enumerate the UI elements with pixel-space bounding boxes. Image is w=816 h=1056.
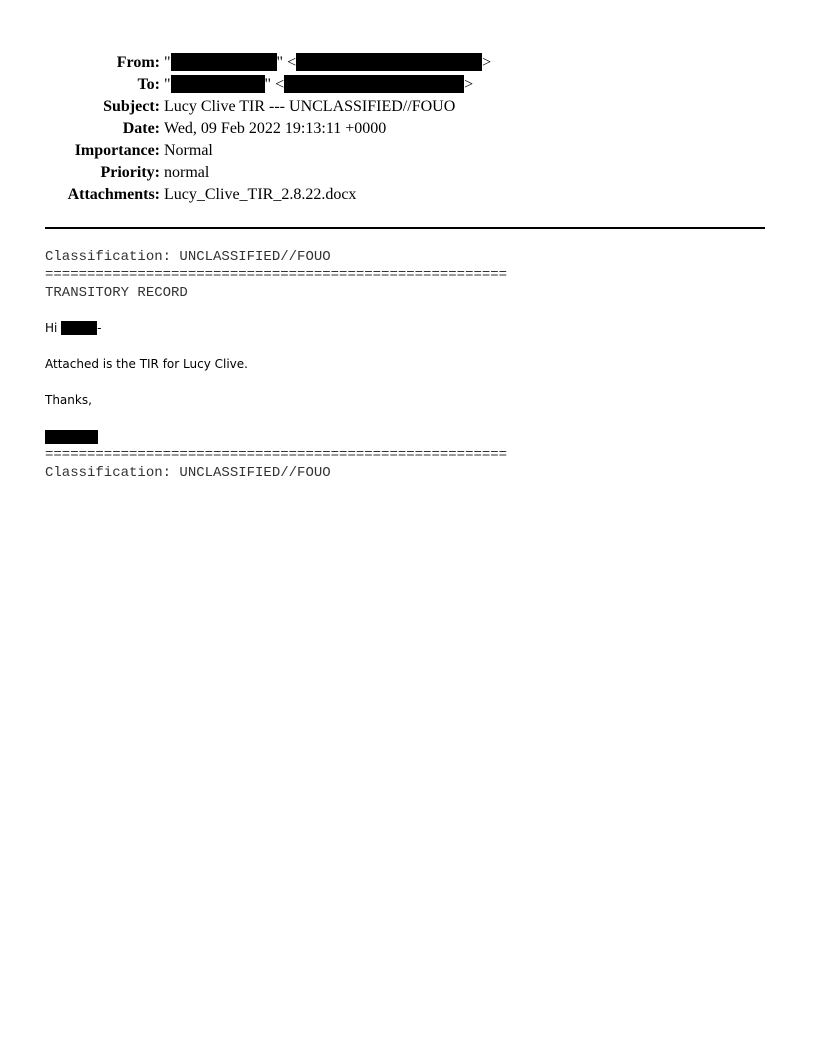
- greeting-prefix: Hi: [45, 321, 62, 335]
- subject-row: [0, 96, 816, 118]
- from-row: [0, 52, 816, 74]
- from-quote-open: ": [164, 54, 171, 71]
- separator-top: =======================================================: [45, 267, 508, 283]
- attachments-value: Lucy_Clive_TIR_2.8.22.docx: [164, 186, 357, 203]
- redacted-signature: [45, 430, 98, 444]
- greeting-suffix: -: [97, 321, 102, 335]
- redacted-recipient: [61, 321, 97, 335]
- to-angle-close: >: [464, 76, 474, 93]
- separator-bottom: =======================================================: [45, 447, 508, 463]
- to-quote-close: " <: [264, 76, 285, 93]
- importance-value: Normal: [164, 142, 213, 159]
- attachments-row: [0, 184, 816, 206]
- to-row: [0, 74, 816, 96]
- classification-top: Classification: UNCLASSIFIED//FOUO: [45, 249, 331, 265]
- date-label: Date:: [122, 120, 160, 137]
- importance-row: [0, 140, 816, 162]
- priority-label: Priority:: [100, 164, 160, 181]
- redacted-recipient-name: [171, 75, 265, 93]
- from-value: [164, 52, 491, 74]
- greeting-line: [45, 320, 102, 336]
- subject-label: Subject:: [103, 98, 160, 115]
- priority-row: [0, 162, 816, 184]
- redacted-recipient-email: [284, 75, 464, 93]
- header-divider: [45, 227, 765, 229]
- subject-value: Lucy Clive TIR --- UNCLASSIFIED//FOUO: [164, 98, 456, 115]
- from-label: From:: [116, 54, 160, 71]
- message-line: Attached is the TIR for Lucy Clive.: [45, 357, 248, 371]
- redacted-sender-email: [296, 53, 482, 71]
- attachments-label: Attachments:: [67, 186, 160, 203]
- transitory-record: TRANSITORY RECORD: [45, 285, 188, 301]
- from-angle-close: >: [482, 54, 492, 71]
- priority-value: normal: [164, 164, 210, 181]
- to-value: [164, 74, 473, 96]
- to-label: To:: [137, 76, 160, 93]
- importance-label: Importance:: [74, 142, 160, 159]
- date-value: Wed, 09 Feb 2022 19:13:11 +0000: [164, 120, 387, 137]
- classification-bottom: Classification: UNCLASSIFIED//FOUO: [45, 465, 331, 481]
- to-quote-open: ": [164, 76, 171, 93]
- email-header: [0, 52, 816, 206]
- from-quote-close: " <: [276, 54, 297, 71]
- signoff-line: Thanks,: [45, 393, 92, 407]
- date-row: [0, 118, 816, 140]
- redacted-sender-name: [171, 53, 277, 71]
